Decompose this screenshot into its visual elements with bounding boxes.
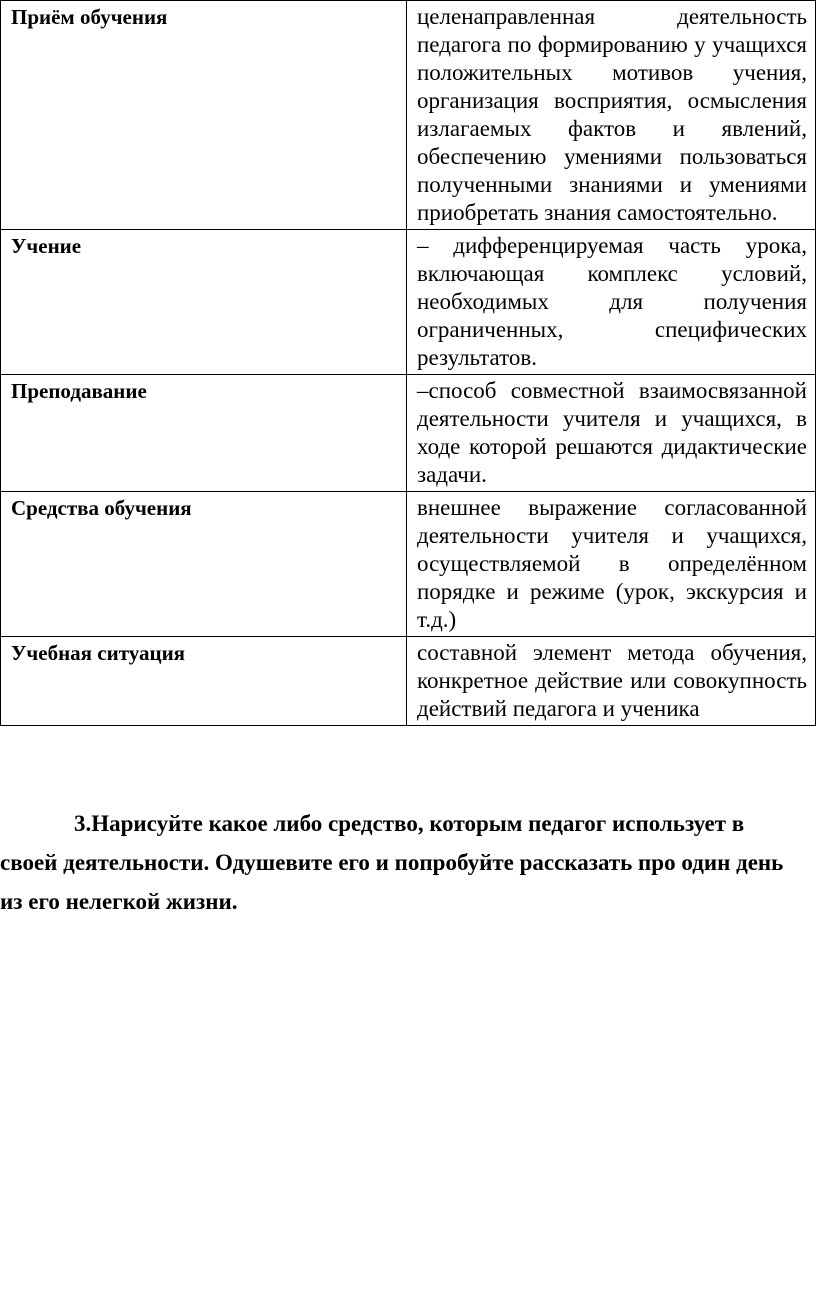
term-cell: Средства обучения [1,492,407,637]
table-row [1,637,816,726]
table-row [1,375,816,492]
table-row [1,1,816,230]
table-row [1,492,816,637]
term-cell: Приём обучения [1,1,407,230]
definition-cell: – дифференцируемая часть урока, включающая комплекс условий, необходимых для получения ограниченных, специфических результатов. [407,230,816,375]
table-row [1,230,816,375]
definition-cell: составной элемент метода обучения, конкретное действие или совокупность действий педагога и ученика [407,637,816,726]
definition-cell: целенаправленная деятельность педагога по формированию у учащихся положительных мотивов учения, организация восприятия, осмысления излагаемых фактов и явлений, обеспечению умениями пользоваться полученными знаниями и умениями приобретать знания самостоятельно. [407,1,816,230]
term-cell: Учение [1,230,407,375]
definition-cell: –способ совместной взаимосвязанной деятельности учителя и учащихся, в ходе которой решаются дидактические задачи. [407,375,816,492]
definition-cell: внешнее выражение согласованной деятельности учителя и учащихся, осуществляемой в определённом порядке и режиме (урок, экскурсия и т.д.) [407,492,816,637]
task-paragraph: 3.Нарисуйте какое либо средство, которым педагог использует в своей деятельности. Одушевите его и попробуйте рассказать про один день из его нелегкой жизни. [0,811,784,914]
term-cell: Учебная ситуация [1,637,407,726]
term-cell: Преподавание [1,375,407,492]
